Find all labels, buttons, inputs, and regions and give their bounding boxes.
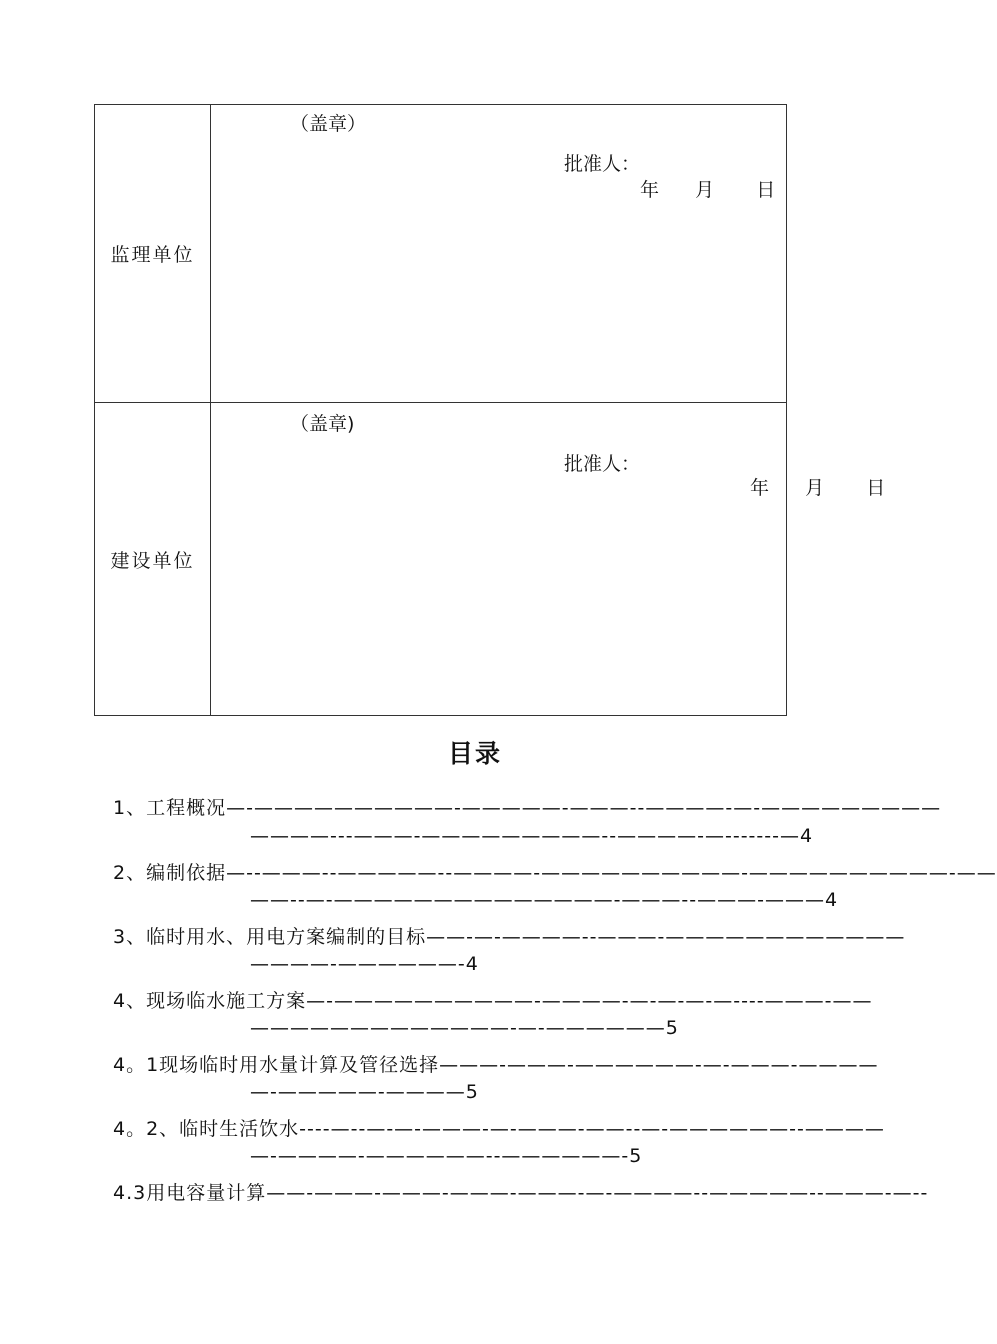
approval-table <box>94 104 886 716</box>
toc-entry-line: 4。2、临时生活饮水----—--—-—-———-—-———-——--—-——————--———— <box>113 1118 885 1140</box>
approval-cell <box>210 105 786 402</box>
toc-entry-line: —-—————-————5 <box>250 1081 479 1103</box>
date-year: 年 <box>750 477 770 499</box>
toc-entry-line: 1、工程概况—-——————————-—————-———--————-—-————————— <box>113 797 942 819</box>
supervision-unit-row <box>95 105 786 403</box>
approver-label: 批准人： <box>564 153 641 175</box>
approval-cell <box>210 403 886 715</box>
toc-entry-line: ————---———-—————————--————-—-------—4 <box>250 825 814 847</box>
seal-text: （盖章) <box>290 413 355 435</box>
toc-entry-line: ——--—-——————————————-———--———-———4 <box>250 889 839 911</box>
unit-label: 建设单位 <box>95 403 211 715</box>
toc-title: 目录 <box>447 739 502 768</box>
toc-entry-line: 4、现场临水施工方案—-——————————-————-—-—-—-—----———-—— <box>113 990 873 1012</box>
date-month: 月 <box>805 477 825 499</box>
unit-label: 监理单位 <box>95 105 211 402</box>
date-line <box>750 473 885 500</box>
date-month: 月 <box>695 179 715 201</box>
approver-label: 批准人： <box>564 453 641 475</box>
construction-unit-row <box>95 403 886 715</box>
date-year: 年 <box>640 179 660 201</box>
toc-entry-line: 2、编制依据—--———--—————--————-——————————-——————————-—— <box>113 862 997 884</box>
toc-entry-line: —-————-——————--——————-5 <box>250 1145 643 1167</box>
toc-entry-line: 3、临时用水、用电方案编制的目标——-—-————--———-———————————— <box>113 926 906 948</box>
date-day: 日 <box>866 477 886 499</box>
date-day: 日 <box>756 179 776 201</box>
toc-entry-line: 4.3用电容量计算——-———-———-———-———-—-————--—————--———-—-- <box>113 1182 929 1204</box>
toc-entry-line: 4。1现场临时用水量计算及管径选择———-———-——————-—-———-———— <box>113 1054 879 1076</box>
seal-text: （盖章） <box>290 113 367 135</box>
date-line <box>640 175 775 202</box>
toc-entry-line: —————————————-—-——————5 <box>250 1017 679 1039</box>
toc-entry-line: ————-——————-4 <box>250 953 479 975</box>
